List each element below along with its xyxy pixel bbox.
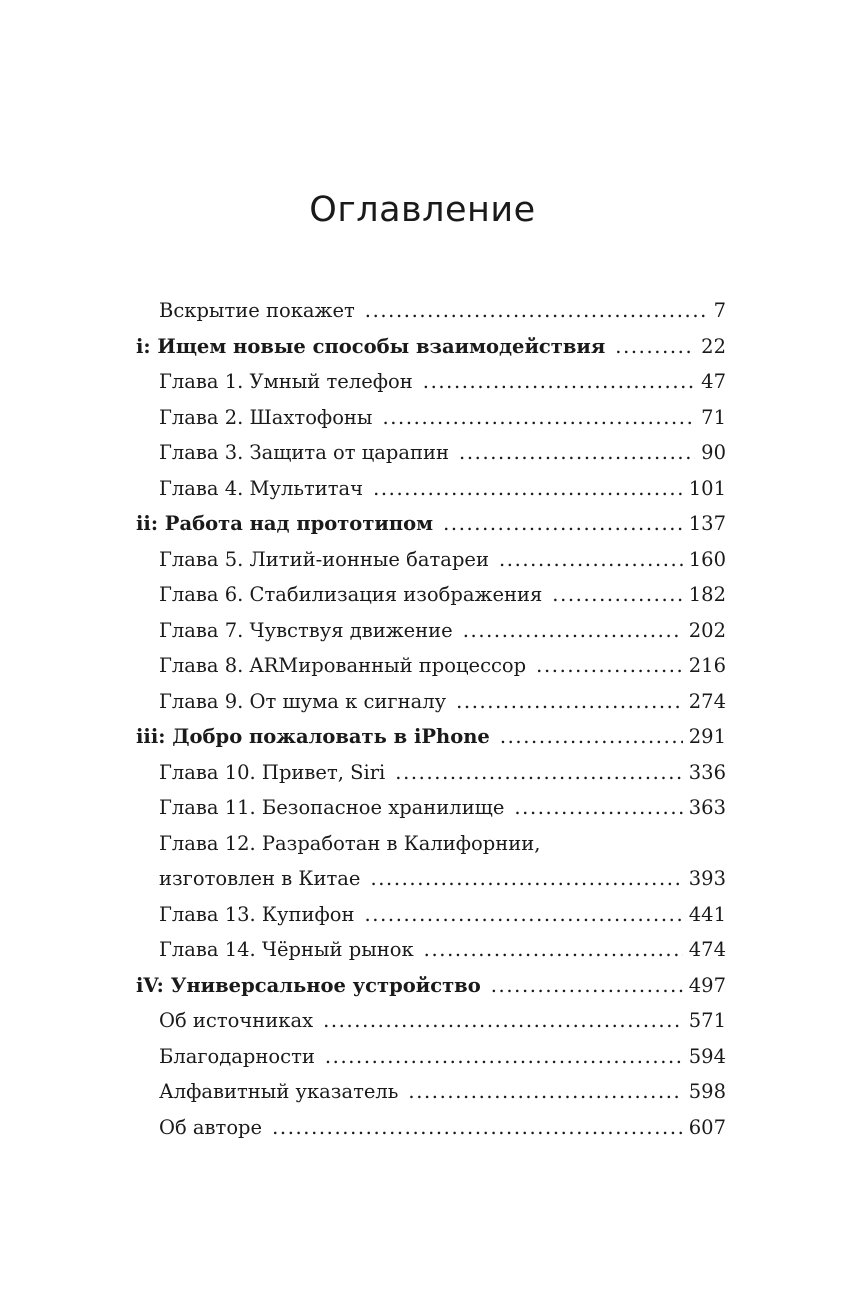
toc-page-number: 598 [688, 1080, 726, 1103]
toc-page-number: 441 [688, 902, 726, 926]
toc-entry [136, 648, 726, 684]
toc-page-number: 274 [688, 689, 726, 713]
toc-entry [136, 1039, 726, 1075]
toc-entry-label: Глава 9. От шума к сигналу [159, 689, 447, 713]
toc-entry-label: Глава 5. Литий-ионные батареи [159, 547, 489, 571]
dot-leader [456, 684, 683, 720]
toc-entry-label: Глава 12. Разработан в Калифорнии, [159, 831, 541, 855]
toc-page-number: 216 [688, 654, 726, 677]
dot-leader [536, 648, 683, 684]
dot-leader [459, 435, 695, 471]
toc-entry-label: изготовлен в Китае [159, 867, 361, 890]
dot-leader [370, 861, 682, 897]
toc-entry [136, 684, 726, 720]
toc-entry [136, 613, 726, 649]
toc-entry-label: Глава 1. Умный телефон [159, 370, 413, 393]
toc-part-entry [136, 329, 726, 365]
toc-page-number: 336 [688, 760, 726, 784]
toc-entry-label: Глава 11. Безопасное хранилище [159, 796, 505, 819]
dot-leader [382, 400, 695, 436]
toc-entry-label: Глава 2. Шахтофоны [159, 405, 373, 429]
dot-leader [423, 364, 695, 400]
toc-entry-label: Глава 3. Защита от царапин [159, 441, 450, 464]
toc-entry [136, 471, 726, 507]
toc-page-number: 137 [688, 512, 726, 535]
toc-entry [136, 364, 726, 400]
dot-leader [365, 293, 708, 329]
toc-entry [136, 293, 726, 329]
toc-page-number: 393 [688, 867, 726, 890]
toc-entry-label: Глава 14. Чёрный рынок [159, 938, 414, 961]
toc-page-number: 363 [688, 796, 726, 819]
dot-leader [408, 1074, 682, 1110]
toc-part-entry [136, 968, 726, 1004]
toc-entry-label: ii: Работа над прототипом [136, 512, 434, 535]
toc-entry [136, 932, 726, 968]
dot-leader [272, 1110, 683, 1146]
toc-entry [136, 542, 726, 578]
toc-page-number: 291 [688, 725, 726, 748]
toc-entry-label: Глава 4. Мультитач [159, 476, 364, 500]
toc-entry-label: Глава 13. Купифон [159, 902, 355, 926]
dot-leader [443, 506, 683, 542]
toc-entry [136, 435, 726, 471]
toc-page-number: 7 [713, 299, 726, 322]
toc-entry-label: i: Ищем новые способы взаимодействия [136, 334, 606, 358]
toc-entry [136, 861, 726, 897]
toc-page-number: 202 [688, 618, 726, 642]
dot-leader [395, 755, 682, 791]
toc-entry-label: iii: Добро пожаловать в iPhone [136, 725, 490, 748]
dot-leader [323, 1003, 683, 1039]
toc-entry-label: Глава 10. Привет, Siri [159, 760, 386, 784]
toc-page-number: 101 [688, 476, 726, 500]
dot-leader [424, 932, 683, 968]
dot-leader [463, 613, 683, 649]
toc-entry [136, 400, 726, 436]
toc-entry-label: Глава 7. Чувствуя движение [159, 618, 453, 642]
dot-leader [491, 968, 683, 1004]
dot-leader [552, 577, 682, 613]
toc-page-number: 497 [688, 973, 726, 997]
toc-page-number: 22 [701, 334, 726, 358]
toc-entry [136, 897, 726, 933]
toc-entry [136, 790, 726, 826]
toc-entry [136, 1074, 726, 1110]
dot-leader [499, 542, 683, 578]
dot-leader [615, 329, 695, 365]
dot-leader [373, 471, 683, 507]
toc-page-number: 182 [688, 583, 726, 606]
toc-page-number: 160 [688, 547, 726, 571]
toc-entry-label: Об источниках [159, 1009, 314, 1032]
toc-page-number: 71 [701, 405, 726, 429]
toc-part-entry [136, 719, 726, 755]
dot-leader [325, 1039, 683, 1075]
page-title: Оглавление [309, 190, 536, 230]
toc-entry [136, 577, 726, 613]
toc-entry [136, 826, 726, 862]
toc-entry-label: Глава 6. Стабилизация изображения [159, 583, 543, 606]
toc-page-number: 474 [688, 938, 726, 961]
toc-page-number: 47 [701, 370, 726, 393]
toc-entry [136, 1110, 726, 1146]
dot-leader [365, 897, 683, 933]
toc-entry-label: Алфавитный указатель [159, 1080, 399, 1103]
toc-entry [136, 1003, 726, 1039]
toc-part-entry [136, 506, 726, 542]
toc-entry-label: Об авторе [159, 1115, 263, 1139]
toc-entry-label: Глава 8. ARMированный процессор [159, 654, 527, 677]
toc-page-number: 594 [688, 1044, 726, 1068]
table-of-contents [136, 293, 726, 1145]
toc-entry [136, 755, 726, 791]
toc-entry-label: Благодарности [159, 1044, 315, 1068]
toc-page-number: 607 [688, 1115, 726, 1139]
toc-page-number: 90 [701, 441, 726, 464]
toc-entry-label: iV: Универсальное устройство [136, 973, 481, 997]
toc-entry-label: Вскрытие покажет [159, 299, 355, 322]
toc-page-number: 571 [688, 1009, 726, 1032]
dot-leader [500, 719, 683, 755]
dot-leader [514, 790, 682, 826]
